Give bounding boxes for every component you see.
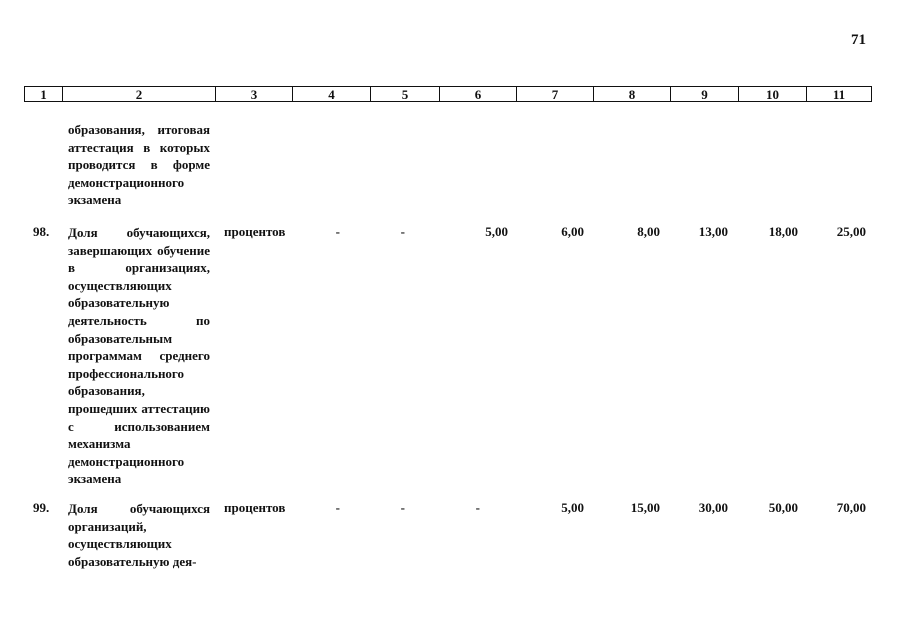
row-number: 98. bbox=[33, 224, 50, 239]
row-value-col5: - bbox=[400, 224, 405, 239]
row-value-col9: 13,00 bbox=[698, 224, 728, 239]
row-unit: процентов bbox=[224, 224, 286, 239]
column-header: 8 bbox=[594, 87, 671, 102]
column-header: 2 bbox=[63, 87, 216, 102]
row-value-col11: 25,00 bbox=[836, 224, 866, 239]
page-number: 71 bbox=[851, 32, 866, 48]
column-header-table bbox=[24, 86, 872, 102]
continuation-description: образования, итоговая аттестация в которых проводится в форме демонстрационного экзамена bbox=[68, 122, 210, 208]
row-unit: процентов bbox=[224, 500, 286, 515]
row-value-col11: 70,00 bbox=[836, 500, 866, 515]
row-value-col5: - bbox=[400, 500, 405, 515]
row-value-col8: 15,00 bbox=[630, 500, 660, 515]
row-number: 99. bbox=[33, 500, 50, 515]
row-value-col7: 6,00 bbox=[561, 224, 584, 239]
row-value-col6: - bbox=[475, 500, 480, 515]
column-header: 1 bbox=[25, 87, 63, 102]
column-header: 4 bbox=[293, 87, 371, 102]
column-header: 6 bbox=[440, 87, 517, 102]
row-description: Доля обучающихся, завершающих обучение в организациях, осуществляющих образовательную деятельность по образовательным программам среднего профессионального образования, прошедших аттестацию с использованием механизма демонстрационного экзамена bbox=[68, 225, 210, 487]
column-header: 3 bbox=[216, 87, 293, 102]
column-header: 10 bbox=[739, 87, 807, 102]
row-value-col4: - bbox=[335, 224, 340, 239]
row-value-col7: 5,00 bbox=[561, 500, 584, 515]
column-header: 5 bbox=[371, 87, 440, 102]
row-value-col9: 30,00 bbox=[698, 500, 728, 515]
row-description: Доля обучающихся организаций, осуществляющих образовательную дея- bbox=[68, 501, 210, 569]
column-header: 9 bbox=[671, 87, 739, 102]
row-value-col8: 8,00 bbox=[637, 224, 660, 239]
row-value-col6: 5,00 bbox=[485, 224, 508, 239]
column-header: 11 bbox=[807, 87, 872, 102]
column-header: 7 bbox=[517, 87, 594, 102]
row-value-col10: 50,00 bbox=[768, 500, 798, 515]
row-value-col10: 18,00 bbox=[768, 224, 798, 239]
row-value-col4: - bbox=[335, 500, 340, 515]
